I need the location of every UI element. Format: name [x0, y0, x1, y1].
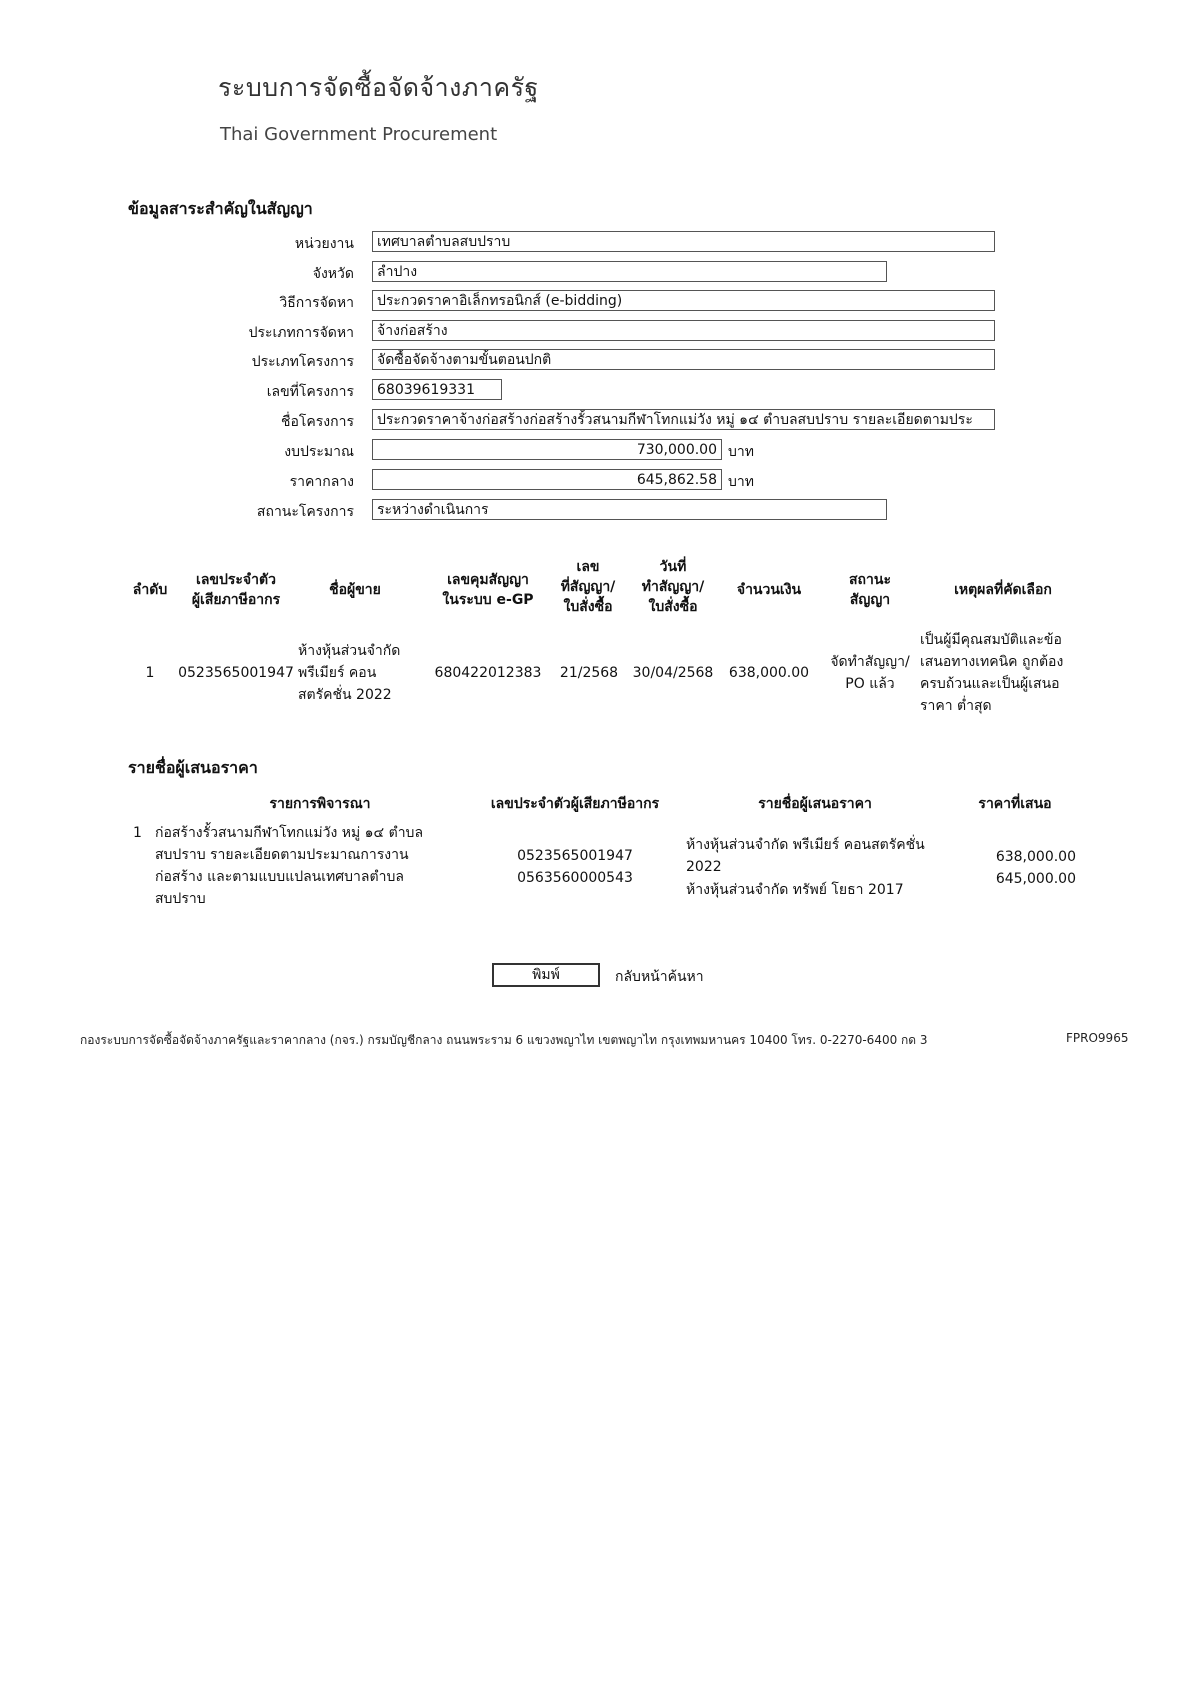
bidder-2-tax-id: 0563560000543 — [517, 870, 633, 886]
project-number-label: เลขที่โครงการ — [266, 384, 354, 400]
col-contract-no-header: เลข ที่สัญญา/ ใบสั่งซื้อ — [560, 559, 616, 615]
bidders-item-header: รายการพิจารณา — [269, 796, 371, 812]
contract-info-title: ข้อมูลสาระสำคัญในสัญญา — [128, 199, 313, 218]
project-name-label: ชื่อโครงการ — [280, 414, 354, 430]
project-type-field: จัดซื้อจัดจ้างตามขั้นตอนปกติ — [372, 349, 995, 370]
budget-field: 730,000.00 — [372, 439, 722, 460]
bidder-1-tax-id: 0523565001947 — [517, 848, 633, 864]
contract-row-seller: ห้างหุ้นส่วนจำกัด พรีเมียร์ คอน สตรัคชั่น 2022 — [298, 643, 401, 703]
back-to-search-link[interactable]: กลับหน้าค้นหา — [615, 969, 704, 985]
col-seller-header: ชื่อผู้ขาย — [329, 582, 381, 598]
footer-address: กองระบบการจัดซื้อจัดจ้างภาครัฐและราคากลาง (กจร.) กรมบัญชีกลาง ถนนพระราม 6 แขวงพญาไท เขตพญาไท กรุงเทพมหานคร 10400 โทร. 0-2270-6400 กด 3 — [80, 1033, 928, 1047]
col-egp-no-header: เลขคุมสัญญา ในระบบ e-GP — [442, 572, 534, 608]
median-price-label: ราคากลาง — [289, 474, 354, 490]
print-button[interactable]: พิมพ์ — [492, 963, 600, 987]
median-price-unit: บาท — [728, 474, 754, 490]
budget-unit: บาท — [728, 444, 754, 460]
method-label: วิธีการจัดหา — [279, 295, 354, 311]
bidders-price-header: ราคาที่เสนอ — [978, 796, 1052, 812]
bidders-item-no: 1 — [133, 825, 142, 841]
province-label: จังหวัด — [312, 266, 354, 282]
agency-label: หน่วยงาน — [294, 236, 354, 252]
project-number-field: 68039619331 — [372, 379, 502, 400]
contract-row-no: 1 — [145, 665, 155, 681]
bidder-2-name: ห้างหุ้นส่วนจำกัด ทรัพย์ โยธา 2017 — [686, 882, 904, 898]
procurement-type-field: จ้างก่อสร้าง — [372, 320, 995, 341]
procurement-type-label: ประเภทการจัดหา — [248, 325, 354, 341]
col-status-header: สถานะ สัญญา — [849, 572, 891, 608]
bidders-title: รายชื่อผู้เสนอราคา — [128, 758, 258, 777]
bidder-1-name: ห้างหุ้นส่วนจำกัด พรีเมียร์ คอนสตรัคชั่น 2022 — [686, 837, 925, 875]
col-reason-header: เหตุผลที่คัดเลือก — [954, 582, 1052, 598]
contract-row-reason: เป็นผู้มีคุณสมบัติและข้อ เสนอทางเทคนิค ถูกต้อง ครบถ้วนและเป็นผู้เสนอ ราคา ต่ำสุด — [920, 632, 1064, 714]
bidders-name-header: รายชื่อผู้เสนอราคา — [758, 796, 872, 812]
col-tax-id-header: เลขประจำตัว ผู้เสียภาษีอากร — [191, 572, 281, 608]
contract-row-contract-date: 30/04/2568 — [632, 665, 714, 681]
form-code: FPRO9965 — [1066, 1031, 1129, 1045]
median-price-field: 645,862.58 — [372, 469, 722, 490]
system-name-english: Thai Government Procurement — [220, 124, 498, 145]
contract-row-amount: 638,000.00 — [728, 665, 810, 681]
project-status-field: ระหว่างดำเนินการ — [372, 499, 887, 520]
budget-label: งบประมาณ — [284, 444, 354, 460]
col-no-header: ลำดับ — [132, 582, 168, 598]
system-name-thai: ระบบการจัดซื้อจัดจ้างภาครัฐ — [218, 73, 539, 102]
method-field: ประกวดราคาอิเล็กทรอนิกส์ (e-bidding) — [372, 290, 995, 311]
project-name-field: ประกวดราคาจ้างก่อสร้างก่อสร้างรั้วสนามกีฬาโทกแม่วัง หมู่ ๑๔ ตำบลสบปราบ รายละเอียดตามประ — [372, 409, 995, 430]
col-amount-header: จำนวนเงิน — [736, 582, 802, 598]
col-contract-date-header: วันที่ ทำสัญญา/ ใบสั่งซื้อ — [641, 559, 705, 615]
bidder-2-price: 645,000.00 — [995, 871, 1076, 887]
province-field: ลำปาง — [372, 261, 887, 282]
contract-row-contract-no: 21/2568 — [559, 665, 619, 681]
bidders-item-description: ก่อสร้างรั้วสนามกีฬาโทกแม่วัง หมู่ ๑๔ ตำบล สบปราบ รายละเอียดตามประมาณการงาน ก่อสร้าง และตามแบบแปลนเทศบาลตำบล สบปราบ — [155, 825, 424, 907]
bidders-tax-id-header: เลขประจำตัวผู้เสียภาษีอากร — [490, 796, 660, 812]
contract-row-status: จัดทำสัญญา/ PO แล้ว — [830, 654, 910, 692]
bidder-1-price: 638,000.00 — [995, 849, 1076, 865]
project-type-label: ประเภทโครงการ — [251, 354, 354, 370]
contract-row-tax-id: 0523565001947 — [178, 665, 294, 681]
agency-field: เทศบาลตำบลสบปราบ — [372, 231, 995, 252]
contract-row-egp-no: 680422012383 — [434, 665, 542, 681]
project-status-label: สถานะโครงการ — [256, 504, 354, 520]
